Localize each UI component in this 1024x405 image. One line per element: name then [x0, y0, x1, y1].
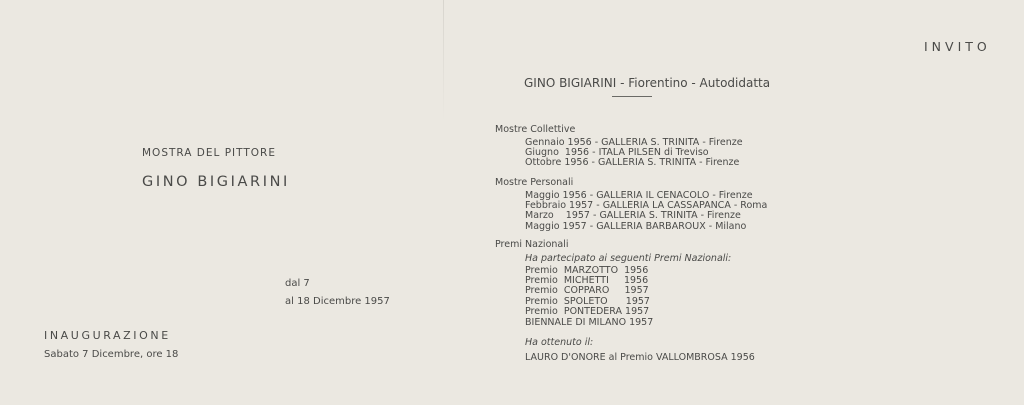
date-to: al 18 Dicembre 1957: [285, 296, 390, 307]
artist-name: GINO BIGIARINI: [142, 174, 290, 190]
award: LAURO D'ONORE al Premio VALLOMBROSA 1956: [525, 352, 755, 363]
opening-time: Sabato 7 Dicembre, ore 18: [44, 349, 179, 360]
list-item: Marzo 1957 - GALLERIA S. TRINITA - Firenze: [525, 210, 741, 221]
personali-heading: Mostre Personali: [495, 177, 574, 188]
list-item: Premio SPOLETO 1957: [525, 296, 650, 307]
list-item: Gennaio 1956 - GALLERIA S. TRINITA - Firenze: [525, 137, 743, 148]
premi-heading: Premi Nazionali: [495, 239, 569, 250]
collettive-heading: Mostre Collettive: [495, 124, 576, 135]
premi-intro: Ha partecipato ai seguenti Premi Nazionali:: [525, 253, 732, 264]
obtained-label: Ha ottenuto il:: [525, 337, 594, 348]
opening-label: INAUGURAZIONE: [44, 329, 171, 342]
list-item: Premio PONTEDERA 1957: [525, 306, 650, 317]
list-item: Premio MICHETTI 1956: [525, 275, 649, 286]
list-item: Giugno 1956 - ITALA PILSEN di Treviso: [525, 147, 709, 158]
list-item: Premio MARZOTTO 1956: [525, 265, 649, 276]
list-item: Maggio 1957 - GALLERIA BARBAROUX - Milano: [525, 221, 747, 232]
list-item: Febbraio 1957 - GALLERIA LA CASSAPANCA - Roma: [525, 200, 768, 211]
card-fold: [443, 0, 444, 405]
list-item: BIENNALE DI MILANO 1957: [525, 317, 654, 328]
list-item: Maggio 1956 - GALLERIA IL CENACOLO - Firenze: [525, 190, 753, 201]
title-underline: [612, 96, 652, 97]
bio-title: GINO BIGIARINI - Fiorentino - Autodidatta: [524, 76, 771, 90]
date-from: dal 7: [285, 278, 310, 289]
invito-label: INVITO: [924, 39, 991, 54]
list-item: Ottobre 1956 - GALLERIA S. TRINITA - Firenze: [525, 157, 740, 168]
exhibition-subtitle: MOSTRA DEL PITTORE: [142, 147, 276, 159]
list-item: Premio COPPARO 1957: [525, 285, 649, 296]
